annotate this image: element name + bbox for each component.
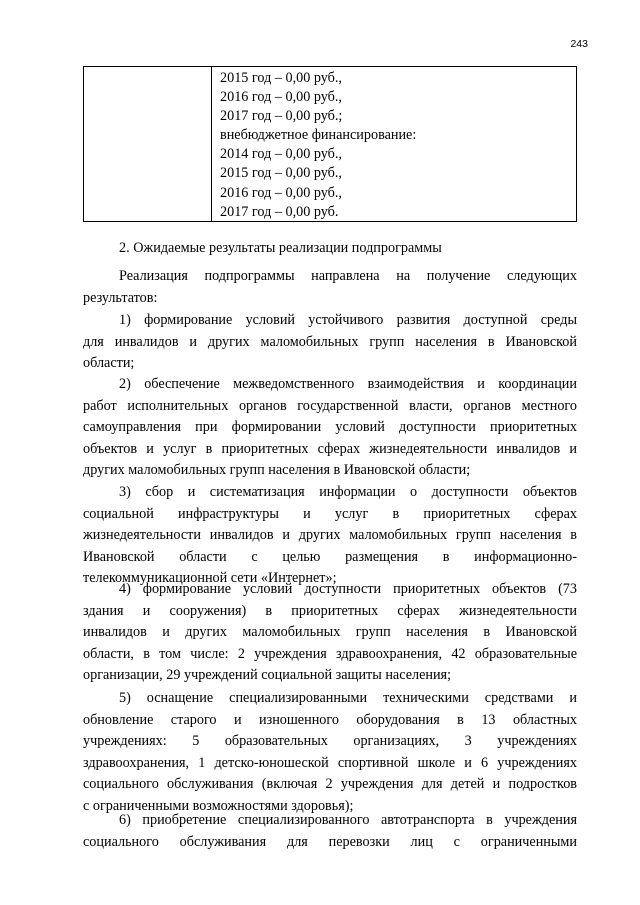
text-line: организации, 29 учреждений социальной защиты населения;: [83, 667, 452, 683]
financing-line: 2016 год – 0,00 руб.,: [220, 89, 342, 106]
financing-line: внебюджетное финансирование:: [220, 127, 417, 144]
financing-line: 2016 год – 0,00 руб.,: [220, 184, 342, 201]
text-line: с ограниченными возможностями здоровья);: [83, 797, 354, 814]
text-line: инвалидов и других маломобильных групп населения в Ивановской: [83, 624, 577, 640]
paragraph: [83, 310, 577, 375]
paragraph: [83, 688, 577, 817]
text-line: 2) обеспечение межведомственного взаимодействия и координации: [119, 376, 577, 392]
paragraph: [83, 374, 577, 482]
text-line: 4) формирование условий доступности приоритетных объектов (73: [119, 581, 577, 597]
text-line: социального обслуживания для перевозки лиц с ограниченными: [83, 833, 577, 850]
text-line: области;: [83, 355, 135, 371]
text-line: других маломобильных групп населения в Ивановской области;: [83, 462, 471, 478]
page-number: 243: [570, 38, 588, 50]
text-line: Ивановской области с целью размещения в информационно-: [83, 548, 577, 565]
financing-line: 2014 год – 0,00 руб.,: [220, 146, 342, 163]
text-line: здания и сооружения) в приоритетных сферах жизнедеятельности: [83, 602, 577, 619]
financing-table: [83, 66, 577, 222]
text-line: Реализация подпрограммы направлена на получение следующих: [119, 268, 577, 284]
paragraph: [83, 810, 577, 853]
financing-line: 2017 год – 0,00 руб.: [220, 203, 339, 220]
text-line: 1) формирование условий устойчивого развития доступной среды: [119, 312, 577, 328]
text-line: самоуправления при формировании условий доступности приоритетных: [83, 419, 577, 435]
paragraph: [83, 482, 577, 590]
section-heading: 2. Ожидаемые результаты реализации подпрограммы: [119, 240, 442, 256]
text-line: учреждениях: 5 образовательных организациях, 3 учреждениях: [83, 733, 577, 749]
financing-line: 2015 год – 0,00 руб.,: [220, 165, 342, 182]
financing-line: 2017 год – 0,00 руб.;: [220, 108, 343, 125]
text-line: 5) оснащение специализированными техническими средствами и: [119, 690, 577, 706]
paragraph: [83, 579, 577, 687]
text-line: телекоммуникационной сети «Интернет»;: [83, 570, 337, 586]
text-line: 6) приобретение специализированного автотранспорта в учреждения: [119, 812, 577, 828]
text-line: социального обслуживания (включая 2 учреждения для детей и подростков: [83, 776, 577, 792]
text-line: социальной инфраструктуры и услуг в приоритетных сферах: [83, 505, 577, 522]
text-line: 3) сбор и систематизация информации о доступности объектов: [119, 484, 577, 500]
text-line: здравоохранения, 1 детско-юношеской спортивной школе и 6 учреждениях: [83, 754, 577, 771]
text-line: области, в том числе: 2 учреждения здравоохранения, 42 образовательные: [83, 645, 577, 662]
financing-line: 2015 год – 0,00 руб.,: [220, 70, 342, 86]
text-line: работ исполнительных органов государственной власти, органов местного: [83, 397, 577, 414]
table-column-divider: [211, 67, 212, 221]
text-line: объектов и услуг в приоритетных сферах жизнедеятельности инвалидов и: [83, 440, 577, 457]
text-line: жизнедеятельности инвалидов и других маломобильных групп населения в: [83, 527, 577, 543]
paragraph: [83, 266, 577, 309]
text-line: результатов:: [83, 289, 158, 306]
financing-cell: [220, 69, 416, 222]
text-line: для инвалидов и других маломобильных групп населения в Ивановской: [83, 333, 577, 350]
text-line: обновление старого и изношенного оборудования в 13 областных: [83, 711, 577, 728]
